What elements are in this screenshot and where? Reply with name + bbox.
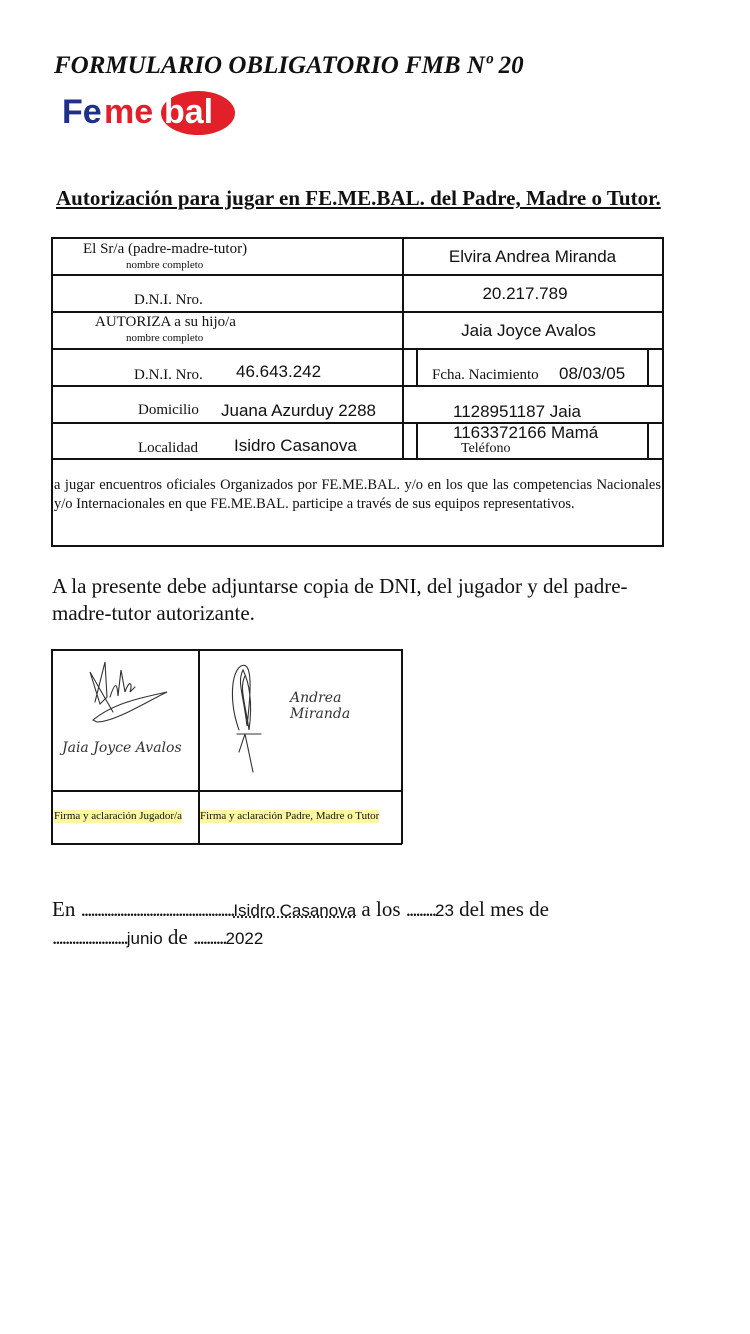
dots: ......... [405,897,435,921]
child-name-field[interactable]: Jaia Joyce Avalos [461,321,596,340]
femebal-logo-graphic [60,88,235,138]
player-signature [55,652,195,728]
year-field[interactable]: 2022 [225,929,264,948]
date-line-row-2 [52,924,263,952]
phone-2-field[interactable]: 1163372166 Mamá [453,423,599,442]
parent-sublabel: nombre completo [126,259,204,271]
birth-date-label: Fcha. Nacimiento [432,367,539,383]
child-dni-field[interactable]: 46.643.242 [236,362,322,381]
parent-signature-text: Andrea Miranda [290,690,351,722]
table-border [51,843,402,845]
parent-dni-label: D.N.I. Nro. [134,292,203,308]
dots: ............................................... [80,897,234,921]
column-divider [416,422,418,459]
child-label: AUTORIZA a su hijo/a [95,314,236,330]
parent-signature [201,652,281,788]
parent-label: El Sr/a (padre-madre-tutor) [83,241,248,257]
table-border [51,237,663,239]
child-dni-label: D.N.I. Nro. [134,367,203,383]
column-divider [647,422,649,459]
place-field[interactable]: Isidro Casanova [233,901,357,920]
address-field[interactable]: Juana Azurduy 2288 [221,401,377,420]
dots: ....................... [52,925,127,949]
phone-label: Teléfono [461,441,511,456]
table-border [51,649,53,844]
attachment-note: A la presente debe adjuntarse copia de DNI, del jugador y del padre-madre-tutor autorizante. [52,574,628,625]
child-sublabel: nombre completo [126,332,204,344]
svg-text:me: me [104,93,154,131]
svg-text:bal: bal [164,93,214,131]
month-field[interactable]: junio [126,929,163,948]
row-divider [51,348,663,350]
a-los-text: a los [361,897,401,921]
date-prefix: En [52,897,76,921]
player-signature-caption: Firma y aclaración Jugador/a [54,810,182,822]
table-border [662,237,664,547]
column-divider [402,237,404,459]
table-border [51,649,402,651]
date-line-row-1 [52,896,549,924]
row-divider [51,790,402,792]
phone-1-field[interactable]: 1128951187 Jaia [453,402,581,421]
city-label: Localidad [138,440,198,456]
parent-signature-caption: Firma y aclaración Padre, Madre o Tutor [200,810,380,822]
birth-date-field[interactable]: 08/03/05 [559,364,626,383]
form-subtitle: Autorización para jugar en FE.ME.BAL. del Padre, Madre o Tutor. [56,186,661,210]
de-text: de [167,925,188,949]
column-divider [416,348,418,385]
player-signature-text: Jaia Joyce Avalos [62,740,182,756]
parent-name-field[interactable]: Elvira Andrea Miranda [448,247,617,266]
svg-text:Fe: Fe [62,93,102,131]
del-mes-de-text: del mes de [459,897,549,921]
table-border [51,545,663,547]
address-label: Domicilio [138,402,199,418]
row-divider [51,458,663,460]
table-border [401,649,403,844]
table-border [51,237,53,547]
row-divider [51,385,663,387]
row-divider [51,274,663,276]
form-title: FORMULARIO OBLIGATORIO FMB Nº 20 [54,52,524,79]
column-divider [647,348,649,385]
city-field[interactable]: Isidro Casanova [234,436,357,455]
femebal-logo [60,88,235,138]
parent-dni-field[interactable]: 20.217.789 [482,284,568,303]
day-field[interactable]: 23 [435,901,454,920]
authorization-text: a jugar encuentros oficiales Organizados por FE.ME.BAL. y/o en los que las competencias Nacionales y/o Internacionales en que FE.ME.BAL. participe a través de sus equipos representativos. [54,477,661,512]
dots: .......... [193,925,226,949]
row-divider [51,311,663,313]
